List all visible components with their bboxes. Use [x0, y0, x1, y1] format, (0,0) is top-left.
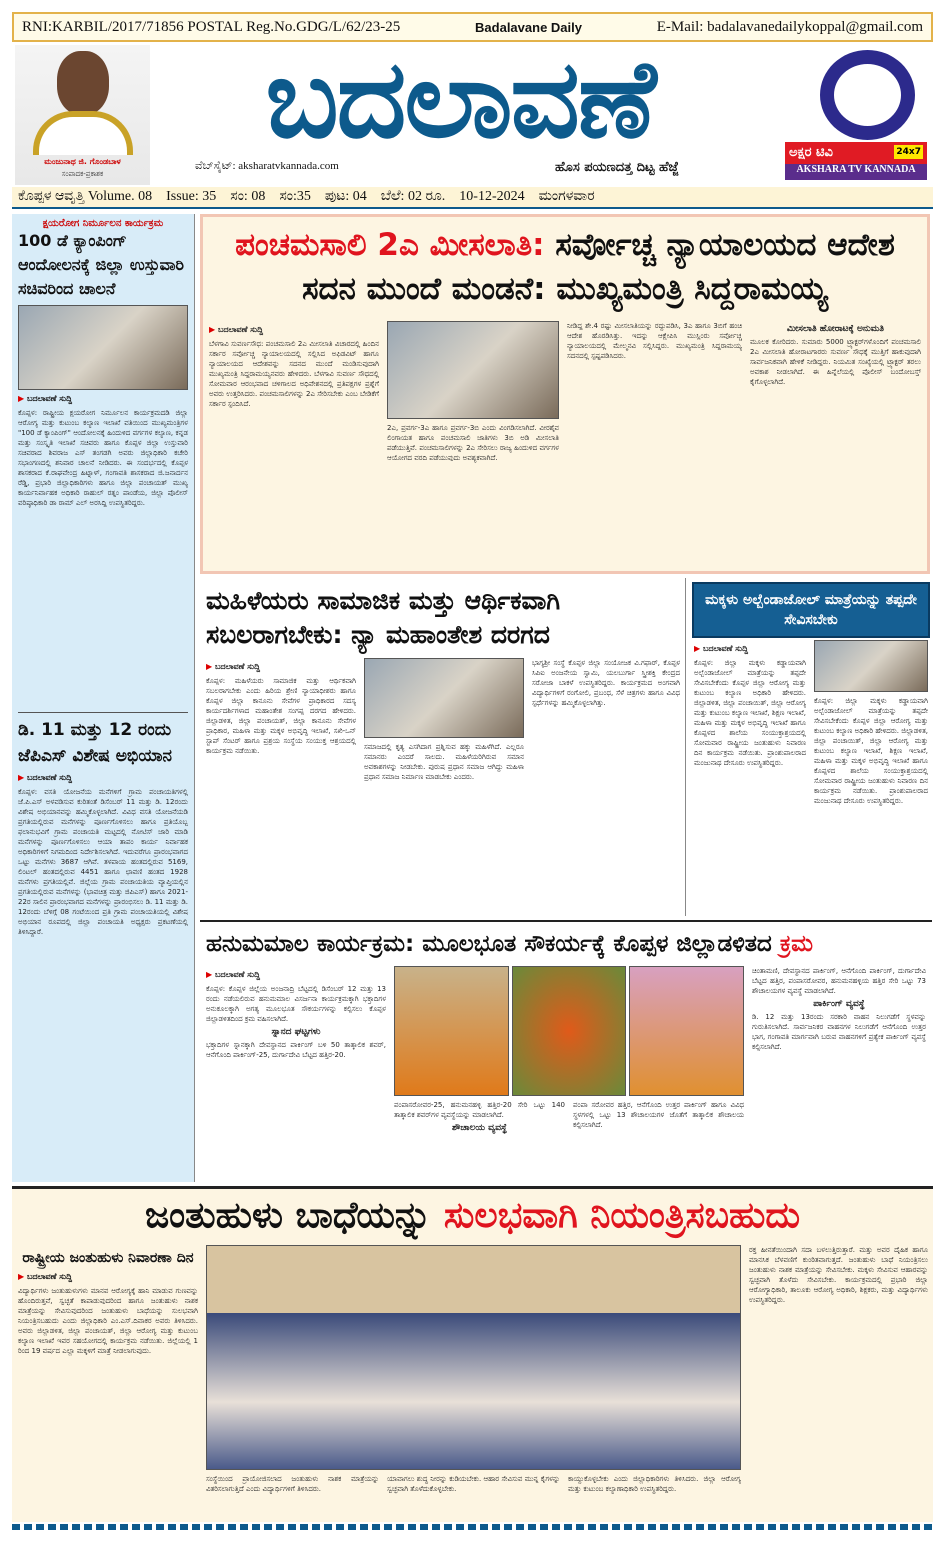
lead-col-1: ಬೆಳಗಾವಿ ಸುವರ್ಣಸೌಧ: ಪಂಚಮಸಾಲಿ 2ಎ ಮೀಸಲಾತಿ ವಿಚಾರದಲ್ಲಿ ಹಿಂದಿನ ಸರ್ಕಾರ ಸರ್ವೋಚ್ಚ ನ್ಯಾಯಾಲಯದಲ್ಲಿ ಸಲ್ಲಿಸಿದ ಅಫಿಡವಿಟ್ ಹಾಗೂ ನ್ಯಾಯಾಲಯದ ಆದೇಶವನ್ನು ಸದನದ ಮುಂದೆ ಮಂಡಿಸುವುದಾಗಿ ಮುಖ್ಯಮಂತ್ರಿ ಸಿದ್ದರಾಮಯ್ಯನವರು ಹೇಳಿದರು. ಬೆಳಗಾವಿ ಸುವರ್ಣ ಸೌಧದಲ್ಲಿ ಸೋಮವಾರ ಆರಂಭವಾದ ಚಳಿಗಾಲದ ಅಧಿವೇಶನದಲ್ಲಿ ಪ್ರತಿಪಕ್ಷಗಳ ಪ್ರಶ್ನೆಗೆ ಅವರು ಉತ್ತರಿಸಿದರು. ಪಂಚಮಸಾಲಿಗಳನ್ನು 2ಎ ಸೇರಿಸಬೇಕು ಎಂಬ ಬೇಡಿಕೆಗೆ ಸರ್ಕಾರ ಸ್ಪಂದಿಸಿದೆ. [209, 340, 379, 408]
footer-border [12, 1524, 933, 1530]
byline: ▶ ಬದಲಾವಣೆ ಸುದ್ದಿ [206, 970, 386, 980]
s4-col-1: ವಿದ್ಯಾರ್ಥಿಗಳು ಜಂತುಹುಳುಗಳು ಮಾನವ ಆರೋಗ್ಯಕ್ಕೆ ಹಾನಿ ಮಾಡುವ ಗುಣವನ್ನು ಹೊಂದಿರುತ್ತವೆ, ಸ್ವಚ್ಛತೆ ಕಾಪಾಡುವುದರಿಂದ ಹಾಗೂ ಜಂತುಹುಳು ನಾಶಕ ಮಾತ್ರೆಯನ್ನು ಸೇವಿಸುವುದರಿಂದ ಜಂತುಹುಳು ಬಾಧೆಯನ್ನು ಸುಲಭವಾಗಿ ನಿಯಂತ್ರಿಸಬಹುದು ಎಂದು ಜಿಲ್ಲಾಧಿಕಾರಿ ಎಂ.ಎಸ್.ದಿವಾಕರ ಅವರು ತಿಳಿಸಿದರು. ಅವರು ಜಿಲ್ಲಾಡಳಿತ, ಜಿಲ್ಲಾ ಪಂಚಾಯತ್, ಜಿಲ್ಲಾ ಆರೋಗ್ಯ ಮತ್ತು ಕುಟುಂಬ ಕಲ್ಯಾಣ ಇಲಾಖೆ ಇವರ ಸಹಯೋಗದಲ್ಲಿ ಕಾರ್ಯಕ್ರಮ ನಡೆಯಿತು. ಜಿಲ್ಲೆಯಲ್ಲಿ 1 ರಿಂದ 19 ವರ್ಷದ ಎಲ್ಲಾ ಮಕ್ಕಳಿಗೆ ಮಾತ್ರೆ ನೀಡಲಾಗುವುದು. [18, 1287, 198, 1355]
logo-badge: 24x7 [896, 147, 921, 157]
headline-red: ಸುಲಭವಾಗಿ ನಿಯಂತ್ರಿಸಬಹುದು [443, 1195, 801, 1236]
registration-number: RNI:KARBIL/2017/71856 POSTAL Reg.No.GDG/L/62/23-25 [22, 18, 401, 35]
logo-red-text: ಅಕ್ಷರ ಟಿವಿ [789, 145, 833, 160]
s3-col-2b: ಪಂಪಾ ಸರೋವರ ಹತ್ತಿರ, ಆನೆಗೊಂದಿ ಉತ್ತರ ಪಾರ್ಕಿಂಗ್ ಹಾಗೂ ವಿವಿಧ ಸ್ಥಳಗಳಲ್ಲಿ ಒಟ್ಟು 13 ಶೌಚಾಲಯಗಳ ಜೊತೆಗೆ ತಾತ್ಕಾಲಿಕ ಶೌಚಾಲಯ ಕಲ್ಪಿಸಲಾಗಿದೆ. [573, 1101, 744, 1129]
subheading-parking: ಪಾರ್ಕಿಂಗ್ ವ್ಯವಸ್ಥೆ [813, 999, 865, 1009]
s4-col-5: ರಕ್ತ ಹೀನತೆಯಿಂದಾಗಿ ಸದಾ ಬಳಲುತ್ತಿರುತ್ತಾರೆ. ಮತ್ತು ಅವರ ದೈಹಿಕ ಹಾಗೂ ಮಾನಸಿಕ ಬೆಳವಣಿಗೆ ಕುಂಠಿತವಾಗುತ್ತದೆ. ಜಂತುಹುಳು ಬಾಧೆ ನಿಯಂತ್ರಿಸಲು ಜಂತುಹುಳು ನಾಶಕ ಮಾತ್ರೆಯನ್ನು ಸೇವಿಸಬೇಕು. ಮಕ್ಕಳು ಸೇವಿಸುವ ಆಹಾರವನ್ನು ಸ್ವಚ್ಛವಾಗಿ ತೊಳೆದು ಸೇವಿಸಬೇಕು. ಕಾರ್ಯಕ್ರಮದಲ್ಲಿ ಪ್ರಭಾರಿ ಜಿಲ್ಲಾ ಆರೋಗ್ಯಾಧಿಕಾರಿ, ತಾಲೂಕು ಆರೋಗ್ಯ ಅಧಿಕಾರಿ, ಶಿಕ್ಷಕರು, ಮತ್ತು ವಿದ್ಯಾರ್ಥಿಗಳು ಉಪಸ್ಥಿತರಿದ್ದರು. [749, 1246, 928, 1304]
s3-col-1: ಕೊಪ್ಪಳ: ಕೊಪ್ಪಳ ಜಿಲ್ಲೆಯ ಅಂಜನಾದ್ರಿ ಬೆಟ್ಟದಲ್ಲಿ ಡಿಸೆಂಬರ್ 12 ಮತ್ತು 13 ರಂದು ನಡೆಯಲಿರುವ ಹನುಮಮಾಲ ವಿಸರ್ಜನಾ ಕಾರ್ಯಕ್ರಮಕ್ಕಾಗಿ ಭಕ್ತಾದಿಗಳ ಅನುಕೂಲಕ್ಕಾಗಿ ಅಗತ್ಯ ಮೂಲಭೂತ ಸೌಕರ್ಯಗಳನ್ನು ಕಲ್ಪಿಸಲು ಕೊಪ್ಪಳ ಜಿಲ್ಲಾಡಳಿತದಿಂದ ಕ್ರಮ ವಹಿಸಲಾಗಿದೆ. [206, 985, 386, 1023]
subheading-bathing: ಸ್ನಾನದ ಘಟ್ಟಗಳು [271, 1027, 321, 1037]
paper-name: Badalavane Daily [475, 19, 582, 35]
students-hall-photo [206, 1245, 741, 1470]
byline: ▶ ಬದಲಾವಣೆ ಸುದ್ದಿ [209, 325, 379, 335]
byline: ▶ ಬದಲಾವಣೆ ಸುದ್ದಿ [18, 773, 188, 783]
issue: Issue: 35 [166, 189, 217, 204]
headline-line-2: ಸದನ ಮುಂದೆ ಮಂಡನೆ: ಮುಖ್ಯಮಂತ್ರಿ ಸಿದ್ದರಾಮಯ್ಯ [302, 271, 828, 307]
side-headline: ಮಕ್ಕಳು ಅಲ್ಬೆಂಡಾಜೋಲ್ ಮಾತ್ರೆಯನ್ನು ತಪ್ಪದೇ ಸೇವಿಸಬೇಕು [692, 582, 930, 638]
volume-kn: ಸಂ: 08 [230, 189, 266, 204]
deworming-day-story [12, 1186, 933, 1522]
s3-col-3b: ಡಿ. 12 ಮತ್ತು 13ರಂದು ಸರಕಾರಿ ವಾಹನ ನಿಲುಗಡೆಗೆ ಸ್ಥಳವನ್ನು ಗುರುತಿಸಲಾಗಿದೆ. ಸಾರ್ವಜನಿಕರ ವಾಹನಗಳ ನಿಲುಗಡೆಗೆ ಆನೆಗೊಂದಿ ಉತ್ತರ ಭಾಗ, ಗಂಗಾವತಿ ಮಾರ್ಗವಾಗಿ ಬರುವ ವಾಹನಗಳಿಗೆ ಪ್ರತ್ಯೇಕ ಪಾರ್ಕಿಂಗ್ ವ್ಯವಸ್ಥೆ ಕಲ್ಪಿಸಲಾಗಿದೆ. [752, 1013, 926, 1051]
editor-photo [15, 45, 150, 185]
story2-col-1: ಕೊಪ್ಪಳ: ಮಹಿಳೆಯರು ಸಾಮಾಜಿಕ ಮತ್ತು ಆರ್ಥಿಕವಾಗಿ ಸಬಲರಾಗಬೇಕು ಎಂದು ಹಿರಿಯ ಶ್ರೇಣಿ ನ್ಯಾಯಾಧೀಶರು ಹಾಗೂ ಕೊಪ್ಪಳ ಜಿಲ್ಲಾ ಕಾನೂನು ಸೇವೆಗಳ ಪ್ರಾಧಿಕಾರದ ಸದಸ್ಯ ಕಾರ್ಯದರ್ಶಿಗಳಾದ ಮಹಾಂತೇಶ ಸಂಗಪ್ಪ ದರಗದ ಹೇಳಿದರು. ಜಿಲ್ಲಾಡಳಿತ, ಜಿಲ್ಲಾ ಪಂಚಾಯತ್, ಜಿಲ್ಲಾ ಕಾನೂನು ಸೇವೆಗಳ ಪ್ರಾಧಿಕಾರ, ಮಹಿಳಾ ಮತ್ತು ಮಕ್ಕಳ ಅಭಿವೃದ್ಧಿ ಇಲಾಖೆ, ಸಖಿ-ಒನ್ ಸ್ಟಾಪ್ ಸೆಂಟರ್ ಹಾಗೂ ಪ್ರಶ್ರಯ ಸಂಸ್ಥೆಯ ಸಂಯುಕ್ತ ಆಶ್ರಯದಲ್ಲಿ ಕಾರ್ಯಕ್ರಮ ನಡೆಯಿತು. [206, 677, 356, 755]
subheading: ಮೀಸಲಾತಿ ಹೋರಾಟಕ್ಕೆ ಅನುಮತಿ [786, 324, 885, 334]
newspaper-title: ಬದಲಾವಣೆ [265, 37, 655, 162]
issue-info-bar [12, 187, 933, 209]
hanumamala-story [200, 920, 932, 1182]
story2-col-3: ಭಾಗ್ಯಶ್ರೀ ಸಂಸ್ಥೆ ಕೊಪ್ಪಳ ಜಿಲ್ಲಾ ಸಂಯೋಜಕ ವಿ.ಗಫಾರ್, ಕೊಪ್ಪಳ ಸಿಪಿಐ ಅಂಜನೇಯ ಸ್ವಾಮಿ, ಯಲಬುರ್ಗಾ ಸ್ತ್ರೀಶಕ್ತಿ ಕೇಂದ್ರದ ಸರೋಜಾ ಬಾಕಳೆ ಉಪಸ್ಥಿತರಿದ್ದರು. ಕಾರ್ಯಕ್ರಮದ ಅಂಗವಾಗಿ ವಿದ್ಯಾರ್ಥಿಗಳಿಗೆ ರಂಗೋಲಿ, ಪ್ರಬಂಧ, ಸೆಳೆ ಚಿತ್ರಗಳು ಹಾಗೂ ವಿವಿಧ ಸ್ಪರ್ಧೆಗಳನ್ನು ಹಮ್ಮಿಕೊಳ್ಳಲಾಗಿತ್ತು. [532, 659, 680, 707]
byline: ▶ ಬದಲಾವಣೆ ಸುದ್ದಿ [206, 662, 356, 672]
left-article-1: ಕೊಪ್ಪಳ: ರಾಷ್ಟ್ರೀಯ ಕ್ಷಯರೋಗ ನಿರ್ಮೂಲನ ಕಾರ್ಯಕ್ರಮದಡಿ ಜಿಲ್ಲಾ ಆರೋಗ್ಯ ಮತ್ತು ಕುಟುಂಬ ಕಲ್ಯಾಣ ಇಲಾಖೆ ವತಿಯಿಂದ ಮುಖ್ಯಮಂತ್ರಿಗಳ "100 ಡೆ ಕ್ಯಾಂಪಿಂಗ್" ಆಂದೋಲನಕ್ಕೆ ಹಿಂದುಳಿದ ವರ್ಗಗಳ ಕಲ್ಯಾಣ, ಕನ್ನಡ ಮತ್ತು ಸಂಸ್ಕೃತಿ ಇಲಾಖೆ ಸಚಿವರು ಹಾಗೂ ಕೊಪ್ಪಳ ಜಿಲ್ಲಾ ಉಸ್ತುವಾರಿ ಸಚಿವರಾದ ಶಿವರಾಜ ಎಸ್ ತಂಗಡಗಿ ಅವರು ಜಿಲ್ಲಾಧಿಕಾರಿ ಕಚೇರಿ ಸಭಾಂಗಣದಲ್ಲಿ ಶನಿವಾರ ಚಾಲನೆ ನೀಡಿದರು. ಈ ಸಂದರ್ಭದಲ್ಲಿ ಕೊಪ್ಪಳ ಶಾಸಕರಾದ ಕೆ.ರಾಘವೇಂದ್ರ ಹಿಟ್ನಾಳ್, ಗಂಗಾವತಿ ಶಾಸಕರಾದ ಜಿ.ಜನಾರ್ದನ ರೆಡ್ಡಿ, ಪ್ರಭಾರಿ ಜಿಲ್ಲಾಧಿಕಾರಿಗಳು ಹಾಗೂ ಜಿಲ್ಲಾ ಪಂಚಾಯತ್ ಮುಖ್ಯ ಕಾರ್ಯನಿರ್ವಾಹಕ ಅಧಿಕಾರಿ ರಾಹುಲ್ ರತ್ನಂ ಪಾಂಡೆಯ, ಜಿಲ್ಲಾ ಪೊಲೀಸ್ ವರಿಷ್ಠಾಧಿಕಾರಿ ಡಾ ರಾಮ್ ಎಲ್ ಅರಸಿದ್ದಿ ಉಪಸ್ಥಿತರಿದ್ದರು. [18, 409, 188, 507]
deworming-side-story [690, 578, 932, 916]
editor-name: ಮಂಜುನಾಥ ಜಿ. ಗೊಂಡಬಾಳ [44, 157, 121, 166]
logo-blue-text: AKSHARA TV KANNADA [785, 164, 927, 180]
pages: ಪುಟ: 04 [324, 189, 367, 204]
left-article-2: ಕೊಪ್ಪಳ: ವಸತಿ ಯೋಜನೆಯ ಮನೆಗಳಿಗೆ ಗ್ರಾಮ ಪಂಚಾಯತಿಗಳಲ್ಲಿ ಜೆ.ಪಿ.ಎಸ್ ಅಳವಡಿಸುವ ಕುರಿತಂತೆ ಡಿಸೆಂಬರ್ 11 ಮತ್ತು ಡಿ. 12ರಂದು ವಿಶೇಷ ಅಭಿಯಾನವನ್ನು ಹಮ್ಮಿಕೊಳ್ಳಲಾಗಿದೆ. ವಿವಿಧ ವಸತಿ ಯೋಜನೆಯಡಿ ಪ್ರಗತಿಯಲ್ಲಿರುವ ಮನೆಗಳನ್ನು ಪೂರ್ಣಗೊಳಿಸಲು ಹಾಗೂ ಪ್ರತಿಯೊಬ್ಬ ಫಲಾನುಭವಿಗೆ ಗ್ರಾಮ ಪಂಚಾಯತಿ ಮಟ್ಟದಲ್ಲಿ ನೋಟಿಸ್ ಜಾರಿ ಮಾಡಿ ಮನೆಗಳನ್ನು ಪೂರ್ಣಗೊಳಿಸಲು ಆಯಾ ತಾಪಂ ಕಾರ್ಯ ನಿರ್ವಾಹಕ ಅಧಿಕಾರಿಗಳಿಗೆ ನಿಗಮದಿಂದ ನಿರ್ದೇಶಿಸಲಾಗಿದೆ. ಇದುವರೆಗೂ ಪ್ರಾರಂಭವಾಗದ ಒಟ್ಟು ಮನೆಗಳು 3687 ಆಗಿವೆ. ತಳಪಾಯ ಹಂತದಲ್ಲಿರುವ 5169, ಲಿಂಟಲ್ ಹಂತದಲ್ಲಿರುವ 4451 ಹಾಗೂ ಛಾವಣಿ ಹಂತದ 1928 ಮನೆಗಳು ಪ್ರಗತಿಯಲ್ಲಿವೆ. ಜಿಲ್ಲೆಯ ಗ್ರಾಮ ಪಂಚಾಯತಿಯ ವ್ಯಾಪ್ತಿಯಲ್ಲಿನ ಪ್ರಗತಿಯಲ್ಲಿರುವ ಮನೆಗಳನ್ನು (ಭಾವಚಿತ್ರ ಮತ್ತು ಜಿಪಿಎಸ್) ಹಾಗೂ 2021-22ರ ಸಾಲಿನ ಪ್ರಾರಂಭವಾಗದ ಮನೆಗಳನ್ನು ಪ್ರಾರಂಭಿಸಲು ಡಿ. 11 ಮತ್ತು ಡಿ. 12ರಂದು ಬೆಳಿಗ್ಗೆ 08 ಗಂಟೆಯಿಂದ ಪ್ರತಿ ಗ್ರಾಮ ಪಂಚಾಯತಿಯಲ್ಲಿ ವಿಶೇಷ ಅಭಿಯಾನ ರೂಪದಲ್ಲಿ ಜಿಲ್ಲಾ ಪಂಚಾಯತಿ ಅಧ್ಯಕ್ಷರು ಪ್ರಕಟಣೆಯಲ್ಲಿ ತಿಳಿಸಿದ್ದಾರೆ. [18, 788, 188, 936]
price: ಬೆಲೆ: 02 ರೂ. [380, 189, 446, 204]
day: ಮಂಗಳವಾರ [538, 189, 595, 204]
tagline: ಹೊಸ ಪಯಣದತ್ತ ದಿಟ್ಟ ಹೆಜ್ಜೆ [555, 160, 679, 175]
meeting-photo [18, 305, 188, 390]
email: E-Mail: badalavanedailykoppal@gmail.com [656, 18, 923, 35]
byline: ▶ ಬದಲಾವಣೆ ಸುದ್ದಿ [694, 644, 806, 654]
women-empowerment-story [200, 578, 686, 916]
left-headline-1: 100 ಡೆ ಕ್ಯಾಂಪಿಂಗ್ ಆಂದೋಲನಕ್ಕೆ ಜಿಲ್ಲಾ ಉಸ್ತುವಾರಿ ಸಚಿವರಿಂದ ಚಾಲನೆ [18, 231, 185, 298]
date: 10-12-2024 [459, 189, 525, 204]
issue-kn: ಸಂ:35 [279, 189, 311, 204]
devotees-photo [394, 966, 509, 1096]
side-article: ಕೊಪ್ಪಳ: ಜಿಲ್ಲಾ ಮಕ್ಕಳು ಕಡ್ಡಾಯವಾಗಿ ಅಲ್ಬೆಂಡಾಜೋಲ್ ಮಾತ್ರೆಯನ್ನು ತಪ್ಪದೇ ಸೇವಿಸಬೇಕೆಂದು ಕೊಪ್ಪಳ ಜಿಲ್ಲಾ ಆರೋಗ್ಯ ಮತ್ತು ಕುಟುಂಬ ಕಲ್ಯಾಣ ಅಧಿಕಾರಿ ಹೇಳಿದರು. ಜಿಲ್ಲಾಡಳಿತ, ಜಿಲ್ಲಾ ಪಂಚಾಯಿತ್, ಜಿಲ್ಲಾ ಆರೋಗ್ಯ ಮತ್ತು ಕುಟುಂಬ ಕಲ್ಯಾಣ ಇಲಾಖೆ, ಶಿಕ್ಷಣ ಇಲಾಖೆ, ಮಹಿಳಾ ಮತ್ತು ಮಕ್ಕಳ ಅಭಿವೃದ್ಧಿ ಇಲಾಖೆ ಹಾಗೂ ಕೊಪ್ಪಳದ ಶಾಲೆಯ ಸಂಯುಕ್ತಾಶ್ರಯದಲ್ಲಿ ಸೋಮವಾರ ರಾಷ್ಟ್ರೀಯ ಜಂತುಹುಳು ನಿವಾರಣ ದಿನ ಕಾರ್ಯಕ್ರಮ ನಡೆಯಿತು. ಪ್ರಾಂಶುಪಾಲರಾದ ಮಂಜುನಾಥ ದೇಸೂರು ಉಪಸ್ಥಿತರಿದ್ದರು. [694, 659, 806, 767]
lead-col-4: ಮೂಲಕ ಕೋರಿದರು. ಸುಮಾರು 5000 ಟ್ರ್ಯಾಕ್ಟರ್‌ಗಳೊಂದಿಗೆ ಪಂಚಮಸಾಲಿ 2ಎ ಮೀಸಲಾತಿ ಹೋರಾಟಗಾರರು ಸುವರ್ಣ ಸೌಧಕ್ಕೆ ಮುತ್ತಿಗೆ ಹಾಕುವುದಾಗಿ ಸಾರ್ವಜನಿಕವಾಗಿ ಹೇಳಿಕೆ ನೀಡಿದ್ದರು. ನಿಯಮಿತ ಸಂಖ್ಯೆಯಲ್ಲಿ ಟ್ರ್ಯಾಕ್ಟರ್ ತರಲು ಅವಕಾಶ ನೀಡಲಾಗಿದೆ. ಈ ಹಿನ್ನೆಲೆಯಲ್ಲಿ ಪೊಲೀಸ್ ಬಂದೋಬಸ್ತ್ ಕೈಗೊಳ್ಳಲಾಗಿದೆ. [750, 338, 921, 386]
edition: ಕೊಪ್ಪಳ ಆವೃತ್ತಿ Volume. 08 [18, 189, 153, 204]
deity-photo [512, 966, 627, 1096]
left-headline-2: ಡಿ. 11 ಮತ್ತು 12 ರಂದು ಜೆಪಿಎಸ್ ವಿಶೇಷ ಅಭಿಯಾನ [18, 720, 172, 766]
s3-col-3: ಚಿಂತಾಮಣಿ, ದೇವಸ್ಥಾನದ ಪಾರ್ಕಿಂಗ್, ಆನೆಗೊಂದಿ ಪಾರ್ಕಿಂಗ್, ದುರ್ಗಾದೇವಿ ಬೆಟ್ಟದ ಹತ್ತಿರ, ಪಂಪಾಸರೋವರ, ಹನುಮನಹಳ್ಳಿಯ ಹತ್ತಿರ ಸೇರಿ ಒಟ್ಟು 73 ಶೌಚಾಲಯಗಳ ವ್ಯವಸ್ಥೆ ಮಾಡಲಾಗಿದೆ. [752, 967, 926, 995]
byline: ▶ ಬದಲಾವಣೆ ಸುದ್ದಿ [18, 394, 188, 404]
kicker: ಕ್ಷಯರೋಗ ನಿರ್ಮೂಲನ ಕಾರ್ಯಕ್ರಮ [42, 218, 164, 229]
s3-col-1b: ಭಕ್ತಾದಿಗಳ ಸ್ನಾನಕ್ಕಾಗಿ ದೇವಸ್ಥಾನದ ಪಾರ್ಕಿಂಗ್ ಬಳಿ 50 ತಾತ್ಕಾಲಿಕ ಶವರ್, ಆನೆಗೊಂದಿ ಪಾರ್ಕಿಂಗ್-25, ದುರ್ಗಾದೇವಿ ಬೆಟ್ಟದ ಹತ್ತಿರ-20. [206, 1041, 386, 1059]
editor-role: ಸಂಪಾದಕ-ಪ್ರಕಾಶಕ [61, 170, 104, 178]
lead-col-3: ನೀಡಿದ್ದ ಶೇ.4 ರಷ್ಟು ಮೀಸಲಾತಿಯನ್ನು ರದ್ದುಪಡಿಸಿ, 3ಎ ಹಾಗೂ 3ಬಿಗೆ ಹಂಚಿ ಆದೇಶ ಹೊರಡಿಸಿತ್ತು. ಇದನ್ನು ಆಕ್ಷೇಪಿಸಿ ಮುಸ್ಲಿಂರು ಸರ್ವೋಚ್ಚ ನ್ಯಾಯಾಲಯದಲ್ಲಿ ಮೇಲ್ಮನವಿ ಸಲ್ಲಿಸಿದ್ದರು. ಮುಖ್ಯಮಂತ್ರಿ ಸಿದ್ದರಾಮಯ್ಯ ಸದನದಲ್ಲಿ ಸ್ಪಷ್ಟಪಡಿಸಿದರು. [567, 322, 742, 360]
story2-col-2: ಸಮಾಜದಲ್ಲಿ ಕೃತ್ಯ ಎಸಗಿದಾಗ ಪ್ರಶ್ನಿಸುವ ಹಕ್ಕು ಮಹಿಳೆಗಿದೆ. ಎಲ್ಲರೂ ಸಮಾನರು ಎಂದರೆ ಸಾಲದು. ಮಹಿಳೆಯರಿಗಿರುವ ಸಮಾನ ಅವಕಾಶಗಳನ್ನು ನೀಡಬೇಕು. ಪುರುಷ ಪ್ರಧಾನ ಸಮಾಜ ಆಗಿದ್ದು ಮಹಿಳಾ ಪ್ರಧಾನ ಸಮಾಜ ನಿರ್ಮಾಣ ಮಾಡಬೇಕು ಎಂದರು. [364, 743, 524, 781]
ritual-photo [629, 966, 744, 1096]
s4-col-4: ಕಾಯ್ದುಕೊಳ್ಳಬೇಕು ಎಂದು ಜಿಲ್ಲಾಧಿಕಾರಿಗಳು ತಿಳಿಸಿದರು. ಜಿಲ್ಲಾ ಆರೋಗ್ಯ ಮತ್ತು ಕುಟುಂಬ ಕಲ್ಯಾಣಾಧಿಕಾರಿ ಉಪಸ್ಥಿತರಿದ್ದರು. [568, 1475, 741, 1493]
lead-story [200, 214, 930, 574]
headline-line-2: ಸಬಲರಾಗಬೇಕು: ನ್ಯಾ ಮಹಾಂತೇಶ ದರಗದ [206, 620, 550, 649]
s4-col-3: ಯಾವಾಗಲು ಶುದ್ಧ ನೀರನ್ನು ಕುಡಿಯಬೇಕು. ಆಹಾರ ಸೇವಿಸುವ ಮುನ್ನ ಕೈಗಳನ್ನು ಸ್ವಚ್ಛವಾಗಿ ತೊಳೆದುಕೊಳ್ಳಬೇಕು. [387, 1475, 560, 1493]
headline-red: ಪಂಚಮಸಾಲಿ 2ಎ ಮೀಸಲಾತಿ: [235, 227, 545, 263]
school-photo [814, 640, 928, 692]
cm-assembly-photo [387, 321, 559, 419]
side-article-cont: ಕೊಪ್ಪಳ: ಜಿಲ್ಲಾ ಮಕ್ಕಳು ಕಡ್ಡಾಯವಾಗಿ ಅಲ್ಬೆಂಡಾಜೋಲ್ ಮಾತ್ರೆಯನ್ನು ತಪ್ಪದೇ ಸೇವಿಸಬೇಕೆಂದು ಕೊಪ್ಪಳ ಜಿಲ್ಲಾ ಆರೋಗ್ಯ ಮತ್ತು ಕುಟುಂಬ ಕಲ್ಯಾಣ ಅಧಿಕಾರಿ ಹೇಳಿದರು. ಜಿಲ್ಲಾಡಳಿತ, ಜಿಲ್ಲಾ ಪಂಚಾಯಿತ್, ಜಿಲ್ಲಾ ಆರೋಗ್ಯ ಮತ್ತು ಕುಟುಂಬ ಕಲ್ಯಾಣ ಇಲಾಖೆ, ಶಿಕ್ಷಣ ಇಲಾಖೆ, ಮಹಿಳಾ ಮತ್ತು ಮಕ್ಕಳ ಅಭಿವೃದ್ಧಿ ಇಲಾಖೆ ಹಾಗೂ ಕೊಪ್ಪಳದ ಶಾಲೆಯ ಸಂಯುಕ್ತಾಶ್ರಯದಲ್ಲಿ ಸೋಮವಾರ ರಾಷ್ಟ್ರೀಯ ಜಂತುಹುಳು ನಿವಾರಣ ದಿನ ಕಾರ್ಯಕ್ರಮ ನಡೆಯಿತು. ಪ್ರಾಂಶುಪಾಲರಾದ ಮಂಜುನಾಥ ದೇಸೂರು ಉಪಸ್ಥಿತರಿದ್ದರು. [814, 697, 928, 805]
headline-black: ಸರ್ವೋಚ್ಚ ನ್ಯಾಯಾಲಯದ ಆದೇಶ [555, 227, 895, 263]
byline: ▶ ಬದಲಾವಣೆ ಸುದ್ದಿ [18, 1272, 198, 1282]
subheading: ರಾಷ್ಟ್ರೀಯ ಜಂತುಹುಳು ನಿವಾರಣಾ ದಿನ [22, 1250, 194, 1266]
subheading-toilets: ಶೌಚಾಲಯ ವ್ಯವಸ್ಥೆ [451, 1123, 508, 1133]
headline-red: ಕ್ರಮ [779, 931, 814, 957]
s3-col-2: ಪಂಪಾಸರೋವರ-25, ಹನುಮನಹಳ್ಳಿ ಹತ್ತಿರ-20 ಸೇರಿ ಒಟ್ಟು 140 ತಾತ್ಕಾಲಿಕ ಶವರ್‌ಗಳ ವ್ಯವಸ್ಥೆಯನ್ನು ಮಾಡಲಾಗಿದೆ. [394, 1101, 565, 1119]
headline-line-1: ಮಹಿಳೆಯರು ಸಾಮಾಜಿಕ ಮತ್ತು ಆರ್ಥಿಕವಾಗಿ [206, 586, 561, 615]
headline-black: ಹನುಮಮಾಲ ಕಾರ್ಯಕ್ರಮ: ಮೂಲಭೂತ ಸೌಕರ್ಯಕ್ಕೆ ಕೊಪ್ಪಳ ಜಿಲ್ಲಾಡಳಿತದ [206, 931, 772, 957]
headline-black: ಜಂತುಹುಳು ಬಾಧೆಯನ್ನು [144, 1195, 432, 1236]
s4-col-2: ಸಂಸ್ಥೆಯಿಂದ ಪ್ರಾಯೋಜಿಸಲಾದ ಜಂತುಹುಳು ನಾಶಕ ಮಾತ್ರೆಯನ್ನು ವಿತರಿಸಲಾಗುತ್ತಿದೆ ಎಂದು ವಿದ್ಯಾರ್ಥಿಗಳಿಗೆ ತಿಳಿಸಿದರು. [206, 1475, 379, 1493]
akshara-tv-logo [785, 45, 927, 182]
website: ವೆಬ್‌ಸೈಟ್: aksharatvkannada.com [195, 160, 339, 172]
event-photo [364, 658, 524, 738]
left-column [12, 214, 195, 1182]
lead-col-2: 2ಎ, ಪ್ರವರ್ಗ-3ಎ ಹಾಗೂ ಪ್ರವರ್ಗ-3ಬಿ ಎಂದು ವಿಂಗಡಿಸಲಾಗಿದೆ. ವೀರಶೈವ ಲಿಂಗಾಯತ ಹಾಗೂ ಪಂಚಮಸಾಲಿ ಜಾತಿಗಳು 3ಬಿ ಅಡಿ ಮೀಸಲಾತಿ ಪಡೆಯುತ್ತಿವೆ. ಪಂಚಮಸಾಲಿಗಳನ್ನು 2ಎ ಸೇರಿಸಲು ರಾಜ್ಯ ಹಿಂದುಳಿದ ವರ್ಗಗಳ ಆಯೋಗದ ವರದಿ ಪಡೆಯುವುದು ಅವಶ್ಯಕವಾಗಿದೆ. [387, 424, 559, 462]
